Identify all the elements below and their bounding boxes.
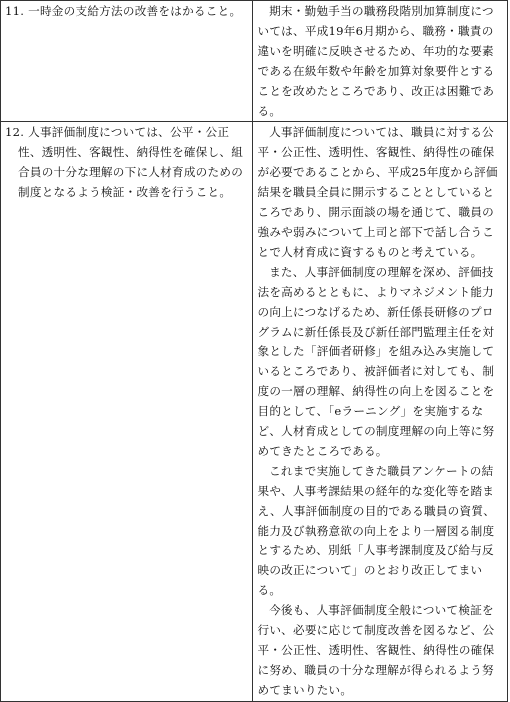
request-text: 12. 人事評価制度については、公平・公正性、透明性、客観性、納得性を確保し、組合員の十分な理解の下に人材育成のための制度となるよう検証・改善を行うこと。 [5, 125, 244, 200]
response-paragraph: 期末・勤勉手当の職務段階別加算制度については、平成19年6月期から、職務・職責の違いを明確に反映させるため、年功的な要素である在級年数や年齢を加算対象要件とすることを改めたところであり、改正は困難である。 [257, 4, 495, 118]
table-row [1, 1, 508, 122]
response-cell [253, 122, 508, 701]
request-cell [1, 1, 253, 122]
request-text: 11. 一時金の支給方法の改善をはかること。 [5, 4, 242, 18]
response-paragraph: 今後も、人事評価制度全般について検証を行い、必要に応じて制度改善を図るなど、公平・公正性、透明性、客観性、納得性の確保に努め、職員の十分な理解が得られるよう努めてまいりたい。 [257, 603, 495, 697]
response-paragraph: また、人事評価制度の理解を深め、評価技法を高めるとともに、よりマネジメント能力の向上につなげるため、新任係長研修のプログラムに新任係長及び新任部門監理主任を対象とした「評価者研修」を組み込み実施しているところであり、被評価者に対しても、制度の一層の理解、納得性の向上を図ることを目的として、「eラーニング」を実施するなど、人材育成としての制度理解の向上等に努めてきたところである。 [257, 264, 495, 458]
request-cell [1, 122, 253, 701]
table-row [1, 122, 508, 701]
response-paragraph: これまで実施してきた職員アンケートの結果や、人事考課結果の経年的な変化等を踏まえ、人事評価制度の目的である職員の資質、能力及び執務意欲の向上をより一層図る制度とするため、別紙「人事考課制度及び給与反映の改正について」のとおり改正してまいる。 [257, 463, 496, 598]
response-paragraph: 人事評価制度については、職員に対する公平・公正性、透明性、客観性、納得性の確保が必要であることから、平成25年度から評価結果を職員全員に開示することとしているところであり、開示面談の場を通じて、職員の強みや弱みについて上司と部下で話し合うことで人材育成に資するものと考えている。 [257, 125, 498, 259]
response-cell [253, 1, 508, 122]
